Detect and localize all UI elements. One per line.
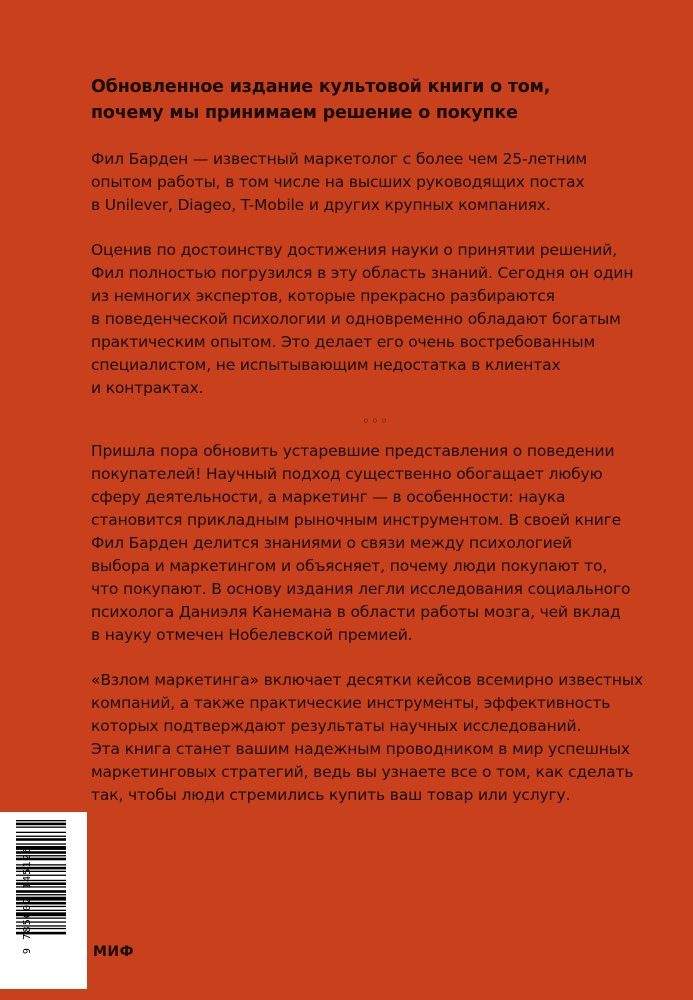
text-line: маркетинговых стратегий, ведь вы узнаете все о том, как сделать: [91, 763, 634, 781]
text-line: практическим опытом. Это делает его очень востребованным: [91, 333, 596, 351]
text-line: так, чтобы люди стремились купить ваш товар или услугу.: [91, 786, 571, 804]
isbn-number: 9 785002 145126: [22, 845, 33, 955]
text-line: Эта книга станет вашим надежным проводником в мир успешных: [91, 740, 630, 758]
publisher-logo: МИФ: [93, 944, 135, 960]
book-approach-paragraph: [91, 440, 661, 647]
text-line: опытом работы, в том числе на высших руководящих постах: [91, 173, 585, 191]
text-line: в науку отмечен Нобелевской премией.: [91, 626, 413, 644]
lead-line: Обновленное издание культовой книги о том,: [91, 77, 551, 97]
text-line: «Взлом маркетинга» включает десятки кейсов всемирно известных: [91, 671, 643, 689]
back-cover-text: [91, 74, 661, 829]
text-line: из немногих экспертов, которые прекрасно разбираются: [91, 287, 555, 305]
isbn-barcode: [0, 812, 87, 989]
text-line: Оценив по достоинству достижения науки о принятии решений,: [91, 241, 617, 259]
text-line: которых подтверждают результаты научных исследований.: [91, 717, 582, 735]
lead-heading: [91, 74, 661, 126]
text-line: в Unilever, Diageo, T-Mobile и других крупных компаниях.: [91, 196, 551, 214]
text-line: выбора и маркетингом и объясняет, почему люди покупают то,: [91, 557, 608, 575]
author-expertise-paragraph: [91, 239, 661, 400]
text-line: и контрактах.: [91, 379, 204, 397]
book-contents-paragraph: [91, 669, 661, 807]
lead-line: почему мы принимаем решение о покупке: [91, 103, 518, 123]
text-line: в поведенческой психологии и одновременно обладают богатым: [91, 310, 621, 328]
text-line: Фил полностью погрузился в эту область знаний. Сегодня он один: [91, 264, 634, 282]
author-bio-paragraph: [91, 148, 661, 217]
text-line: Фил Барден делится знаниями о связи между психологией: [91, 534, 572, 552]
text-line: специалистом, не испытывающим недостатка в клиентах: [91, 356, 561, 374]
text-line: покупателей! Научный подход существенно обогащает любую: [91, 465, 603, 483]
text-line: психолога Даниэля Канемана в области работы мозга, чей вклад: [91, 603, 621, 621]
text-line: сферу деятельности, а маркетинг — в особенности: наука: [91, 488, 566, 506]
text-line: Фил Барден — известный маркетолог с более чем 25-летним: [91, 150, 587, 168]
section-separator: ◦◦◦: [362, 414, 390, 428]
text-line: становится прикладным рыночным инструментом. В своей книге: [91, 511, 622, 529]
text-line: Пришла пора обновить устаревшие представления о поведении: [91, 442, 615, 460]
text-line: компаний, а также практические инструменты, эффективность: [91, 694, 611, 712]
text-line: что покупают. В основу издания легли исследования социального: [91, 580, 631, 598]
